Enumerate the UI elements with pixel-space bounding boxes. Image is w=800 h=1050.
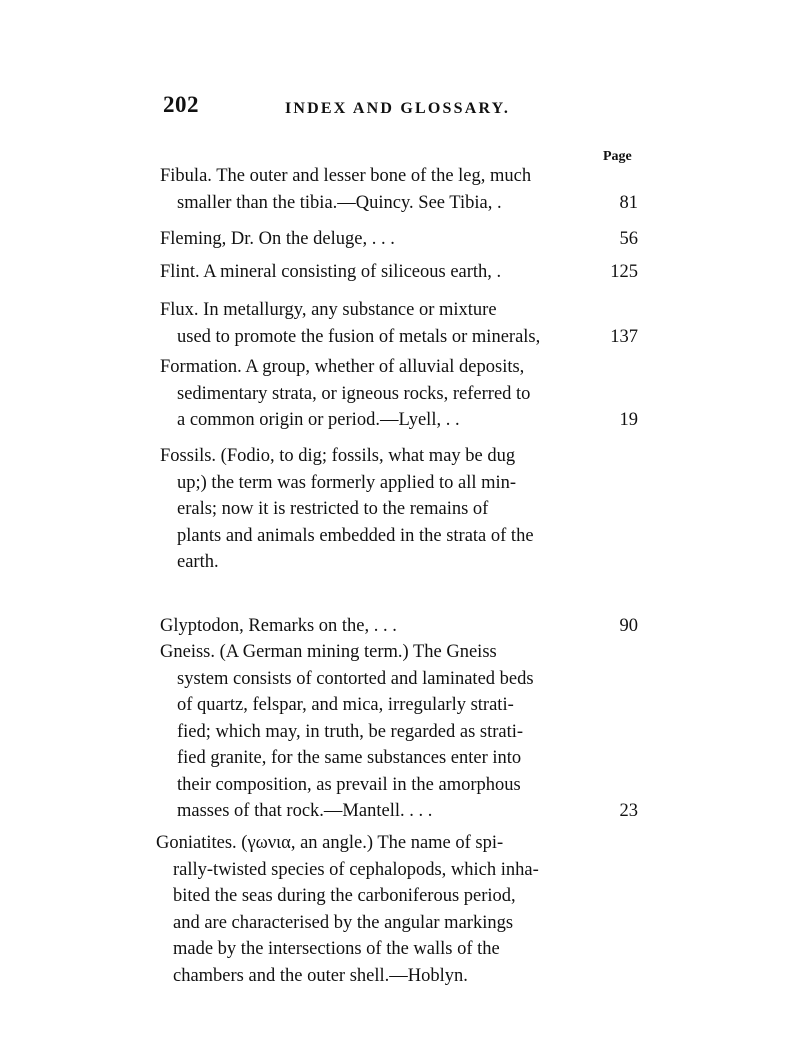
entry-line: Fossils. (Fodio, to dig; fossils, what may be dug (160, 446, 516, 466)
entry-page-ref: 125 (610, 262, 638, 282)
index-entry-fleming (160, 226, 638, 253)
entry-page-ref: 137 (610, 326, 638, 347)
entry-line (160, 190, 638, 217)
running-head: INDEX AND GLOSSARY. (285, 100, 511, 117)
entry-line: their composition, as prevail in the amorphous (177, 774, 521, 795)
page-column-label: Page (603, 149, 632, 164)
index-entry-flux (160, 297, 638, 350)
entry-line: bited the seas during the carboniferous period, (173, 886, 516, 906)
entry-line: chambers and the outer shell.—Hoblyn. (173, 965, 468, 986)
entry-line: system consists of contorted and laminated beds (177, 668, 534, 689)
entry-line-text: Glyptodon, Remarks on the, . . . (160, 616, 397, 636)
entry-line-text: smaller than the tibia.—Quincy. See Tibia, . (177, 192, 502, 213)
entry-line (160, 259, 638, 286)
index-entry-fossils (160, 443, 638, 576)
index-entry-goniatites (156, 830, 634, 989)
entry-page-ref: 19 (619, 410, 638, 430)
index-entry-formation (160, 354, 638, 434)
entry-line (160, 226, 638, 253)
entry-line: Flux. In metallurgy, any substance or mixture (160, 300, 497, 320)
index-entry-flint (160, 259, 638, 286)
index-entry-gneiss (160, 639, 638, 825)
entry-line: Fibula. The outer and lesser bone of the leg, much (160, 166, 532, 186)
entry-line-text: masses of that rock.—Mantell. . . . (177, 801, 433, 821)
entry-line: of quartz, felspar, and mica, irregularly strati- (177, 695, 514, 715)
entry-line (160, 407, 638, 434)
entry-line: Formation. A group, whether of alluvial deposits, (160, 357, 525, 377)
entry-line: Goniatites. (γωνια, an angle.) The name of spi- (156, 833, 504, 853)
index-entry-fibula (160, 163, 638, 216)
entry-line: fied granite, for the same substances enter into (177, 748, 522, 768)
entry-line-text: Flint. A mineral consisting of siliceous earth, . (160, 262, 502, 282)
index-entry-glyptodon (160, 613, 638, 640)
entry-page-ref: 81 (619, 192, 638, 213)
entry-line: fied; which may, in truth, be regarded as strati- (177, 721, 524, 742)
entry-line: made by the intersections of the walls of the (173, 939, 500, 959)
page-number: 202 (163, 92, 199, 117)
entry-line: erals; now it is restricted to the remains of (177, 499, 489, 519)
entry-line (160, 324, 638, 351)
entry-line (160, 613, 638, 640)
entry-line (160, 798, 638, 825)
entry-page-ref: 56 (619, 229, 638, 249)
entry-line: and are characterised by the angular markings (173, 912, 514, 933)
entry-line-text: a common origin or period.—Lyell, . . (177, 410, 460, 430)
entry-line: plants and animals embedded in the strata of the (177, 525, 534, 546)
entry-line-text: Fleming, Dr. On the deluge, . . . (160, 229, 395, 249)
entry-line: sedimentary strata, or igneous rocks, referred to (177, 383, 531, 404)
entry-line-text: used to promote the fusion of metals or minerals, (177, 326, 541, 347)
entry-page-ref: 90 (619, 616, 638, 636)
entry-page-ref: 23 (619, 801, 638, 821)
entry-line: rally-twisted species of cephalopods, which inha- (173, 859, 539, 880)
entry-line: Gneiss. (A German mining term.) The Gneiss (160, 642, 497, 662)
entry-line: earth. (177, 552, 219, 572)
entry-line: up;) the term was formerly applied to all min- (177, 472, 517, 493)
